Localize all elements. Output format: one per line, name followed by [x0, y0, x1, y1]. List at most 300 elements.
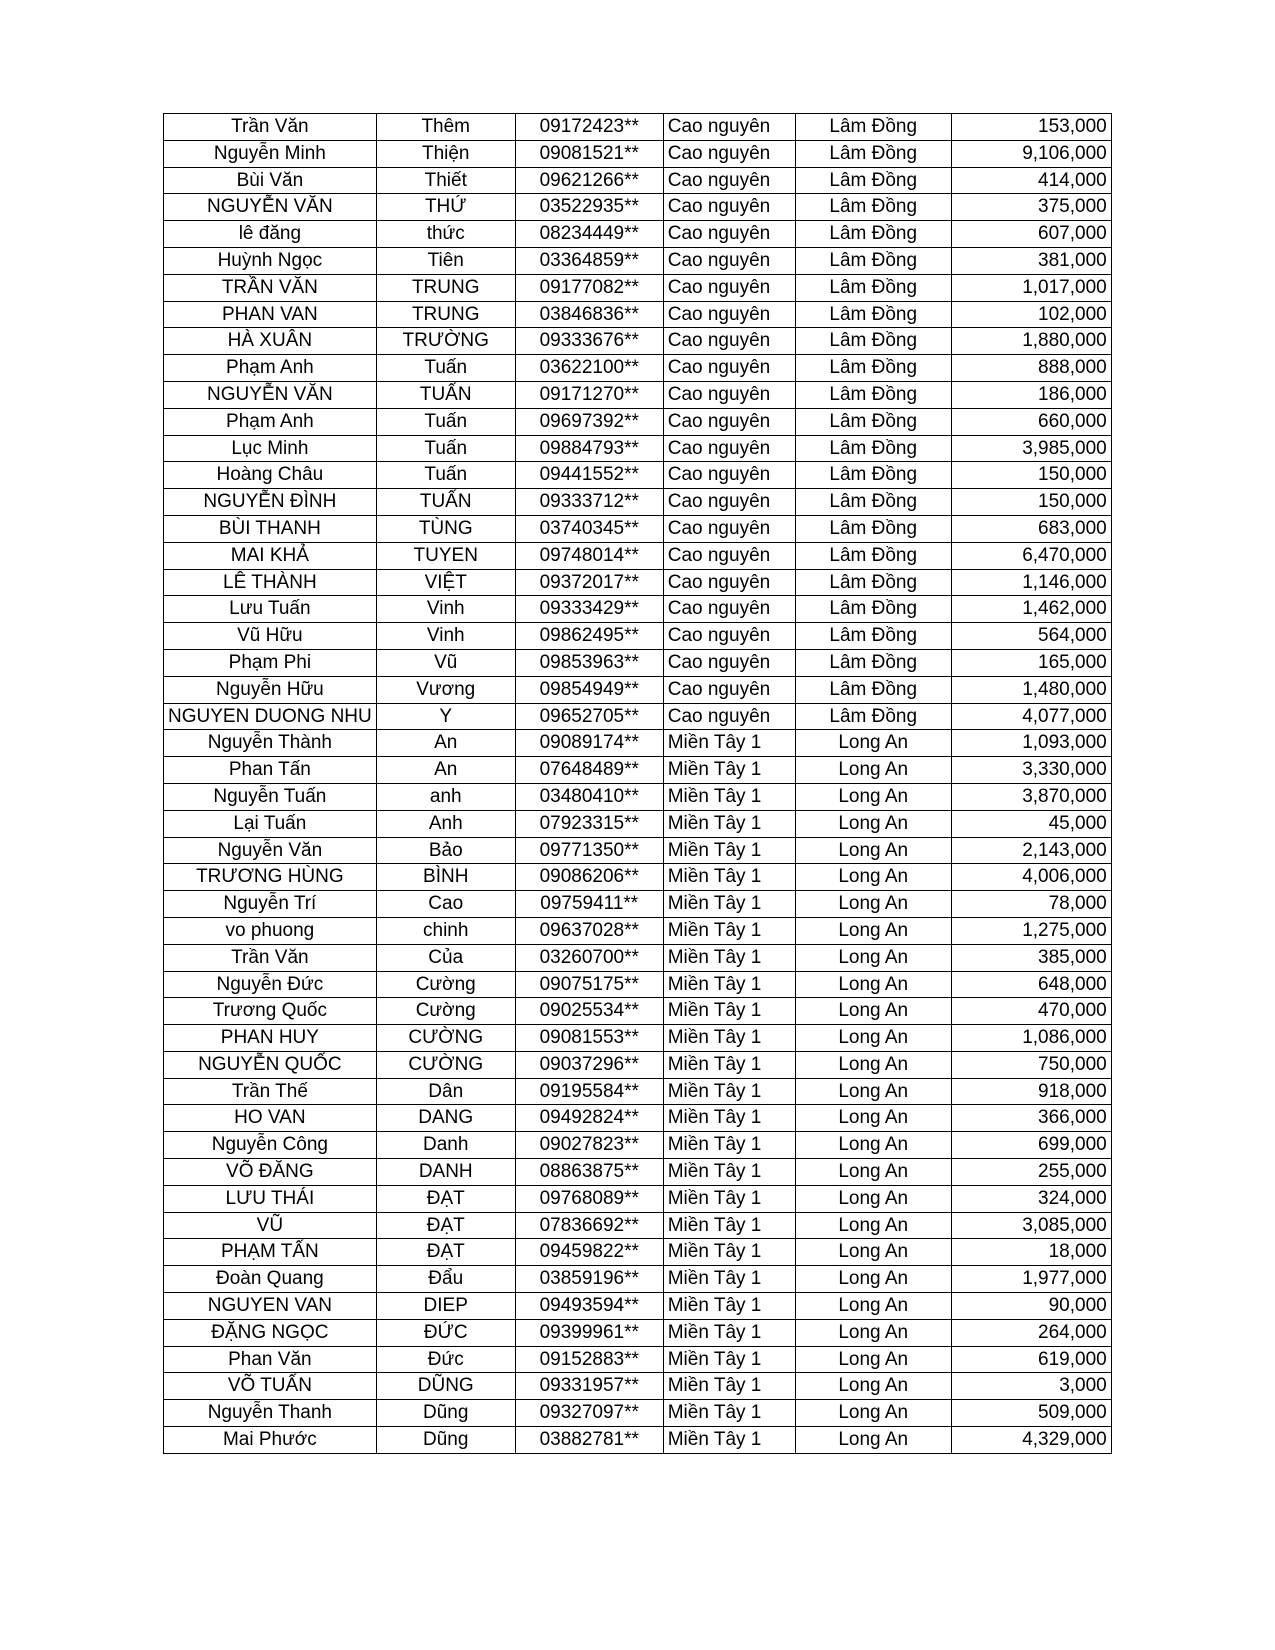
amount-cell: 150,000: [951, 489, 1111, 516]
surname-cell: Trần Văn: [164, 944, 377, 971]
phone-cell: 09333429**: [515, 596, 663, 623]
phone-cell: 09152883**: [515, 1346, 663, 1373]
province-cell: Long An: [795, 1051, 951, 1078]
table-row: [164, 1293, 1112, 1320]
amount-cell: 1,480,000: [951, 676, 1111, 703]
phone-cell: 09075175**: [515, 971, 663, 998]
amount-cell: 366,000: [951, 1105, 1111, 1132]
given-name-cell: CƯỜNG: [376, 1051, 515, 1078]
amount-cell: 6,470,000: [951, 542, 1111, 569]
table-row: [164, 1159, 1112, 1186]
table-row: [164, 381, 1112, 408]
phone-cell: 09771350**: [515, 837, 663, 864]
province-cell: Long An: [795, 1025, 951, 1052]
region-cell: Cao nguyên: [663, 649, 795, 676]
table-row: [164, 515, 1112, 542]
table-row: [164, 167, 1112, 194]
surname-cell: Đoàn Quang: [164, 1266, 377, 1293]
given-name-cell: ĐẠT: [376, 1212, 515, 1239]
surname-cell: vo phuong: [164, 917, 377, 944]
surname-cell: Nguyễn Thanh: [164, 1400, 377, 1427]
amount-cell: 607,000: [951, 221, 1111, 248]
surname-cell: Nguyễn Trí: [164, 891, 377, 918]
province-cell: Long An: [795, 891, 951, 918]
table-row: [164, 757, 1112, 784]
province-cell: Long An: [795, 810, 951, 837]
table-row: [164, 408, 1112, 435]
surname-cell: NGUYỄN QUỐC: [164, 1051, 377, 1078]
surname-cell: NGUYỄN ĐÌNH: [164, 489, 377, 516]
region-cell: Cao nguyên: [663, 489, 795, 516]
province-cell: Lâm Đồng: [795, 355, 951, 382]
region-cell: Cao nguyên: [663, 167, 795, 194]
data-table: [163, 113, 1112, 1454]
region-cell: Cao nguyên: [663, 301, 795, 328]
region-cell: Miền Tây 1: [663, 1293, 795, 1320]
province-cell: Long An: [795, 783, 951, 810]
table-row: [164, 247, 1112, 274]
region-cell: Miền Tây 1: [663, 1346, 795, 1373]
province-cell: Lâm Đồng: [795, 301, 951, 328]
region-cell: Miền Tây 1: [663, 730, 795, 757]
table-row: [164, 1400, 1112, 1427]
surname-cell: TRẦN VĂN: [164, 274, 377, 301]
given-name-cell: Danh: [376, 1132, 515, 1159]
phone-cell: 09493594**: [515, 1293, 663, 1320]
given-name-cell: TÙNG: [376, 515, 515, 542]
surname-cell: Nguyễn Hữu: [164, 676, 377, 703]
amount-cell: 4,329,000: [951, 1427, 1111, 1454]
phone-cell: 09327097**: [515, 1400, 663, 1427]
province-cell: Lâm Đồng: [795, 623, 951, 650]
surname-cell: Trương Quốc: [164, 998, 377, 1025]
province-cell: Long An: [795, 971, 951, 998]
given-name-cell: Cường: [376, 998, 515, 1025]
phone-cell: 03480410**: [515, 783, 663, 810]
surname-cell: Hoàng Châu: [164, 462, 377, 489]
table-row: [164, 810, 1112, 837]
region-cell: Cao nguyên: [663, 515, 795, 542]
phone-cell: 09331957**: [515, 1373, 663, 1400]
region-cell: Cao nguyên: [663, 194, 795, 221]
table-row: [164, 1185, 1112, 1212]
province-cell: Lâm Đồng: [795, 328, 951, 355]
region-cell: Miền Tây 1: [663, 891, 795, 918]
table-row: [164, 140, 1112, 167]
province-cell: Long An: [795, 1105, 951, 1132]
phone-cell: 09333676**: [515, 328, 663, 355]
surname-cell: Vũ Hữu: [164, 623, 377, 650]
amount-cell: 918,000: [951, 1078, 1111, 1105]
phone-cell: 03740345**: [515, 515, 663, 542]
region-cell: Cao nguyên: [663, 462, 795, 489]
given-name-cell: An: [376, 757, 515, 784]
surname-cell: lê đăng: [164, 221, 377, 248]
table-row: [164, 917, 1112, 944]
province-cell: Long An: [795, 1427, 951, 1454]
given-name-cell: anh: [376, 783, 515, 810]
phone-cell: 09027823**: [515, 1132, 663, 1159]
phone-cell: 09621266**: [515, 167, 663, 194]
table-row: [164, 435, 1112, 462]
phone-cell: 09441552**: [515, 462, 663, 489]
given-name-cell: Vinh: [376, 623, 515, 650]
province-cell: Long An: [795, 944, 951, 971]
given-name-cell: thức: [376, 221, 515, 248]
surname-cell: Mai Phước: [164, 1427, 377, 1454]
phone-cell: 09081521**: [515, 140, 663, 167]
given-name-cell: Y: [376, 703, 515, 730]
region-cell: Miền Tây 1: [663, 917, 795, 944]
phone-cell: 09748014**: [515, 542, 663, 569]
surname-cell: ĐẶNG NGỌC: [164, 1319, 377, 1346]
region-cell: Cao nguyên: [663, 408, 795, 435]
phone-cell: 09089174**: [515, 730, 663, 757]
table-row: [164, 864, 1112, 891]
amount-cell: 3,330,000: [951, 757, 1111, 784]
given-name-cell: TUẤN: [376, 489, 515, 516]
surname-cell: Phạm Anh: [164, 355, 377, 382]
amount-cell: 1,086,000: [951, 1025, 1111, 1052]
amount-cell: 90,000: [951, 1293, 1111, 1320]
province-cell: Lâm Đồng: [795, 462, 951, 489]
province-cell: Long An: [795, 1400, 951, 1427]
province-cell: Long An: [795, 1185, 951, 1212]
province-cell: Long An: [795, 730, 951, 757]
given-name-cell: THỨ: [376, 194, 515, 221]
amount-cell: 1,275,000: [951, 917, 1111, 944]
region-cell: Miền Tây 1: [663, 783, 795, 810]
province-cell: Long An: [795, 1078, 951, 1105]
amount-cell: 660,000: [951, 408, 1111, 435]
given-name-cell: Vũ: [376, 649, 515, 676]
amount-cell: 619,000: [951, 1346, 1111, 1373]
region-cell: Miền Tây 1: [663, 998, 795, 1025]
province-cell: Long An: [795, 1293, 951, 1320]
amount-cell: 2,143,000: [951, 837, 1111, 864]
region-cell: Miền Tây 1: [663, 864, 795, 891]
amount-cell: 45,000: [951, 810, 1111, 837]
surname-cell: HO VAN: [164, 1105, 377, 1132]
region-cell: Cao nguyên: [663, 435, 795, 462]
amount-cell: 1,146,000: [951, 569, 1111, 596]
region-cell: Miền Tây 1: [663, 1159, 795, 1186]
province-cell: Lâm Đồng: [795, 247, 951, 274]
given-name-cell: BÌNH: [376, 864, 515, 891]
surname-cell: Phạm Phi: [164, 649, 377, 676]
given-name-cell: Tuấn: [376, 462, 515, 489]
table-row: [164, 730, 1112, 757]
given-name-cell: Cao: [376, 891, 515, 918]
amount-cell: 165,000: [951, 649, 1111, 676]
phone-cell: 09081553**: [515, 1025, 663, 1052]
region-cell: Cao nguyên: [663, 140, 795, 167]
province-cell: Lâm Đồng: [795, 221, 951, 248]
table-row: [164, 542, 1112, 569]
surname-cell: LƯU THÁI: [164, 1185, 377, 1212]
phone-cell: 08234449**: [515, 221, 663, 248]
surname-cell: HÀ XUÂN: [164, 328, 377, 355]
province-cell: Long An: [795, 1159, 951, 1186]
surname-cell: NGUYEN DUONG NHU: [164, 703, 377, 730]
province-cell: Lâm Đồng: [795, 569, 951, 596]
region-cell: Miền Tây 1: [663, 1212, 795, 1239]
given-name-cell: Thiện: [376, 140, 515, 167]
table-row: [164, 194, 1112, 221]
given-name-cell: CƯỜNG: [376, 1025, 515, 1052]
surname-cell: VÕ TUẤN: [164, 1373, 377, 1400]
phone-cell: 03364859**: [515, 247, 663, 274]
amount-cell: 699,000: [951, 1132, 1111, 1159]
table-row: [164, 1078, 1112, 1105]
surname-cell: VŨ: [164, 1212, 377, 1239]
province-cell: Lâm Đồng: [795, 542, 951, 569]
province-cell: Lâm Đồng: [795, 194, 951, 221]
province-cell: Lâm Đồng: [795, 435, 951, 462]
phone-cell: 08863875**: [515, 1159, 663, 1186]
province-cell: Lâm Đồng: [795, 140, 951, 167]
table-row: [164, 489, 1112, 516]
table-row: [164, 301, 1112, 328]
region-cell: Miền Tây 1: [663, 1185, 795, 1212]
table-row: [164, 462, 1112, 489]
given-name-cell: Đẩu: [376, 1266, 515, 1293]
given-name-cell: TRUNG: [376, 301, 515, 328]
surname-cell: Phan Văn: [164, 1346, 377, 1373]
given-name-cell: ĐẠT: [376, 1239, 515, 1266]
given-name-cell: VIỆT: [376, 569, 515, 596]
surname-cell: PHAN HUY: [164, 1025, 377, 1052]
region-cell: Miền Tây 1: [663, 1427, 795, 1454]
amount-cell: 4,006,000: [951, 864, 1111, 891]
phone-cell: 09768089**: [515, 1185, 663, 1212]
region-cell: Miền Tây 1: [663, 1266, 795, 1293]
amount-cell: 255,000: [951, 1159, 1111, 1186]
given-name-cell: Đức: [376, 1346, 515, 1373]
province-cell: Long An: [795, 917, 951, 944]
amount-cell: 153,000: [951, 114, 1111, 141]
table-row: [164, 676, 1112, 703]
table-row: [164, 623, 1112, 650]
phone-cell: 09171270**: [515, 381, 663, 408]
phone-cell: 09652705**: [515, 703, 663, 730]
given-name-cell: Vinh: [376, 596, 515, 623]
table-row: [164, 837, 1112, 864]
amount-cell: 385,000: [951, 944, 1111, 971]
region-cell: Miền Tây 1: [663, 810, 795, 837]
region-cell: Miền Tây 1: [663, 1051, 795, 1078]
surname-cell: PHẠM TẤN: [164, 1239, 377, 1266]
given-name-cell: Cường: [376, 971, 515, 998]
surname-cell: NGUYỄN VĂN: [164, 194, 377, 221]
table-row: [164, 971, 1112, 998]
phone-cell: 09172423**: [515, 114, 663, 141]
surname-cell: Nguyễn Minh: [164, 140, 377, 167]
given-name-cell: DANG: [376, 1105, 515, 1132]
given-name-cell: Tuấn: [376, 355, 515, 382]
phone-cell: 09637028**: [515, 917, 663, 944]
amount-cell: 381,000: [951, 247, 1111, 274]
table-row: [164, 1373, 1112, 1400]
amount-cell: 3,085,000: [951, 1212, 1111, 1239]
region-cell: Cao nguyên: [663, 114, 795, 141]
province-cell: Long An: [795, 1212, 951, 1239]
region-cell: Cao nguyên: [663, 596, 795, 623]
region-cell: Miền Tây 1: [663, 944, 795, 971]
given-name-cell: Bảo: [376, 837, 515, 864]
region-cell: Miền Tây 1: [663, 1132, 795, 1159]
given-name-cell: DŨNG: [376, 1373, 515, 1400]
region-cell: Cao nguyên: [663, 676, 795, 703]
given-name-cell: TUẤN: [376, 381, 515, 408]
province-cell: Lâm Đồng: [795, 114, 951, 141]
province-cell: Lâm Đồng: [795, 649, 951, 676]
province-cell: Long An: [795, 1373, 951, 1400]
province-cell: Lâm Đồng: [795, 489, 951, 516]
amount-cell: 1,017,000: [951, 274, 1111, 301]
province-cell: Lâm Đồng: [795, 676, 951, 703]
amount-cell: 375,000: [951, 194, 1111, 221]
surname-cell: LÊ THÀNH: [164, 569, 377, 596]
surname-cell: NGUYEN VAN: [164, 1293, 377, 1320]
region-cell: Miền Tây 1: [663, 1078, 795, 1105]
amount-cell: 1,880,000: [951, 328, 1111, 355]
region-cell: Cao nguyên: [663, 328, 795, 355]
amount-cell: 102,000: [951, 301, 1111, 328]
table-row: [164, 1212, 1112, 1239]
table-row: [164, 1105, 1112, 1132]
given-name-cell: TUYEN: [376, 542, 515, 569]
province-cell: Long An: [795, 1239, 951, 1266]
province-cell: Lâm Đồng: [795, 703, 951, 730]
amount-cell: 3,870,000: [951, 783, 1111, 810]
table-row: [164, 1346, 1112, 1373]
amount-cell: 414,000: [951, 167, 1111, 194]
amount-cell: 9,106,000: [951, 140, 1111, 167]
phone-cell: 03622100**: [515, 355, 663, 382]
surname-cell: TRƯƠNG HÙNG: [164, 864, 377, 891]
phone-cell: 03522935**: [515, 194, 663, 221]
phone-cell: 09459822**: [515, 1239, 663, 1266]
province-cell: Long An: [795, 998, 951, 1025]
given-name-cell: Thiết: [376, 167, 515, 194]
table-row: [164, 355, 1112, 382]
given-name-cell: Dân: [376, 1078, 515, 1105]
surname-cell: Trần Thế: [164, 1078, 377, 1105]
region-cell: Miền Tây 1: [663, 1319, 795, 1346]
phone-cell: 09195584**: [515, 1078, 663, 1105]
region-cell: Miền Tây 1: [663, 1373, 795, 1400]
region-cell: Miền Tây 1: [663, 1239, 795, 1266]
table-row: [164, 221, 1112, 248]
phone-cell: 09333712**: [515, 489, 663, 516]
amount-cell: 186,000: [951, 381, 1111, 408]
table-body: [164, 114, 1112, 1454]
amount-cell: 3,985,000: [951, 435, 1111, 462]
table-row: [164, 1266, 1112, 1293]
surname-cell: VÕ ĐĂNG: [164, 1159, 377, 1186]
phone-cell: 07923315**: [515, 810, 663, 837]
given-name-cell: Dũng: [376, 1400, 515, 1427]
surname-cell: Huỳnh Ngọc: [164, 247, 377, 274]
given-name-cell: chinh: [376, 917, 515, 944]
surname-cell: Nguyễn Công: [164, 1132, 377, 1159]
region-cell: Cao nguyên: [663, 355, 795, 382]
amount-cell: 4,077,000: [951, 703, 1111, 730]
table-row: [164, 114, 1112, 141]
surname-cell: Phan Tấn: [164, 757, 377, 784]
given-name-cell: Tuấn: [376, 408, 515, 435]
phone-cell: 07648489**: [515, 757, 663, 784]
amount-cell: 888,000: [951, 355, 1111, 382]
phone-cell: 09086206**: [515, 864, 663, 891]
province-cell: Lâm Đồng: [795, 274, 951, 301]
table-row: [164, 1051, 1112, 1078]
phone-cell: 03846836**: [515, 301, 663, 328]
region-cell: Cao nguyên: [663, 381, 795, 408]
amount-cell: 3,000: [951, 1373, 1111, 1400]
phone-cell: 09025534**: [515, 998, 663, 1025]
region-cell: Miền Tây 1: [663, 1105, 795, 1132]
amount-cell: 1,462,000: [951, 596, 1111, 623]
region-cell: Cao nguyên: [663, 569, 795, 596]
surname-cell: Nguyễn Thành: [164, 730, 377, 757]
phone-cell: 09037296**: [515, 1051, 663, 1078]
surname-cell: MAI KHẢ: [164, 542, 377, 569]
region-cell: Miền Tây 1: [663, 1400, 795, 1427]
table-row: [164, 596, 1112, 623]
phone-cell: 09372017**: [515, 569, 663, 596]
surname-cell: Nguyễn Đức: [164, 971, 377, 998]
amount-cell: 470,000: [951, 998, 1111, 1025]
given-name-cell: ĐẠT: [376, 1185, 515, 1212]
table-row: [164, 703, 1112, 730]
amount-cell: 1,093,000: [951, 730, 1111, 757]
phone-cell: 09759411**: [515, 891, 663, 918]
amount-cell: 750,000: [951, 1051, 1111, 1078]
province-cell: Long An: [795, 1346, 951, 1373]
given-name-cell: ĐỨC: [376, 1319, 515, 1346]
table-row: [164, 944, 1112, 971]
table-row: [164, 328, 1112, 355]
surname-cell: Nguyễn Tuấn: [164, 783, 377, 810]
surname-cell: PHAN VAN: [164, 301, 377, 328]
surname-cell: Lại Tuấn: [164, 810, 377, 837]
region-cell: Miền Tây 1: [663, 1025, 795, 1052]
surname-cell: Trần Văn: [164, 114, 377, 141]
amount-cell: 648,000: [951, 971, 1111, 998]
province-cell: Long An: [795, 1132, 951, 1159]
amount-cell: 78,000: [951, 891, 1111, 918]
table-row: [164, 1427, 1112, 1454]
given-name-cell: An: [376, 730, 515, 757]
province-cell: Long An: [795, 757, 951, 784]
amount-cell: 564,000: [951, 623, 1111, 650]
phone-cell: 09697392**: [515, 408, 663, 435]
table-row: [164, 1132, 1112, 1159]
region-cell: Cao nguyên: [663, 247, 795, 274]
table-row: [164, 274, 1112, 301]
surname-cell: Lục Minh: [164, 435, 377, 462]
surname-cell: BÙI THANH: [164, 515, 377, 542]
given-name-cell: Thêm: [376, 114, 515, 141]
region-cell: Miền Tây 1: [663, 837, 795, 864]
surname-cell: Phạm Anh: [164, 408, 377, 435]
amount-cell: 324,000: [951, 1185, 1111, 1212]
table-row: [164, 649, 1112, 676]
amount-cell: 18,000: [951, 1239, 1111, 1266]
surname-cell: Nguyễn Văn: [164, 837, 377, 864]
